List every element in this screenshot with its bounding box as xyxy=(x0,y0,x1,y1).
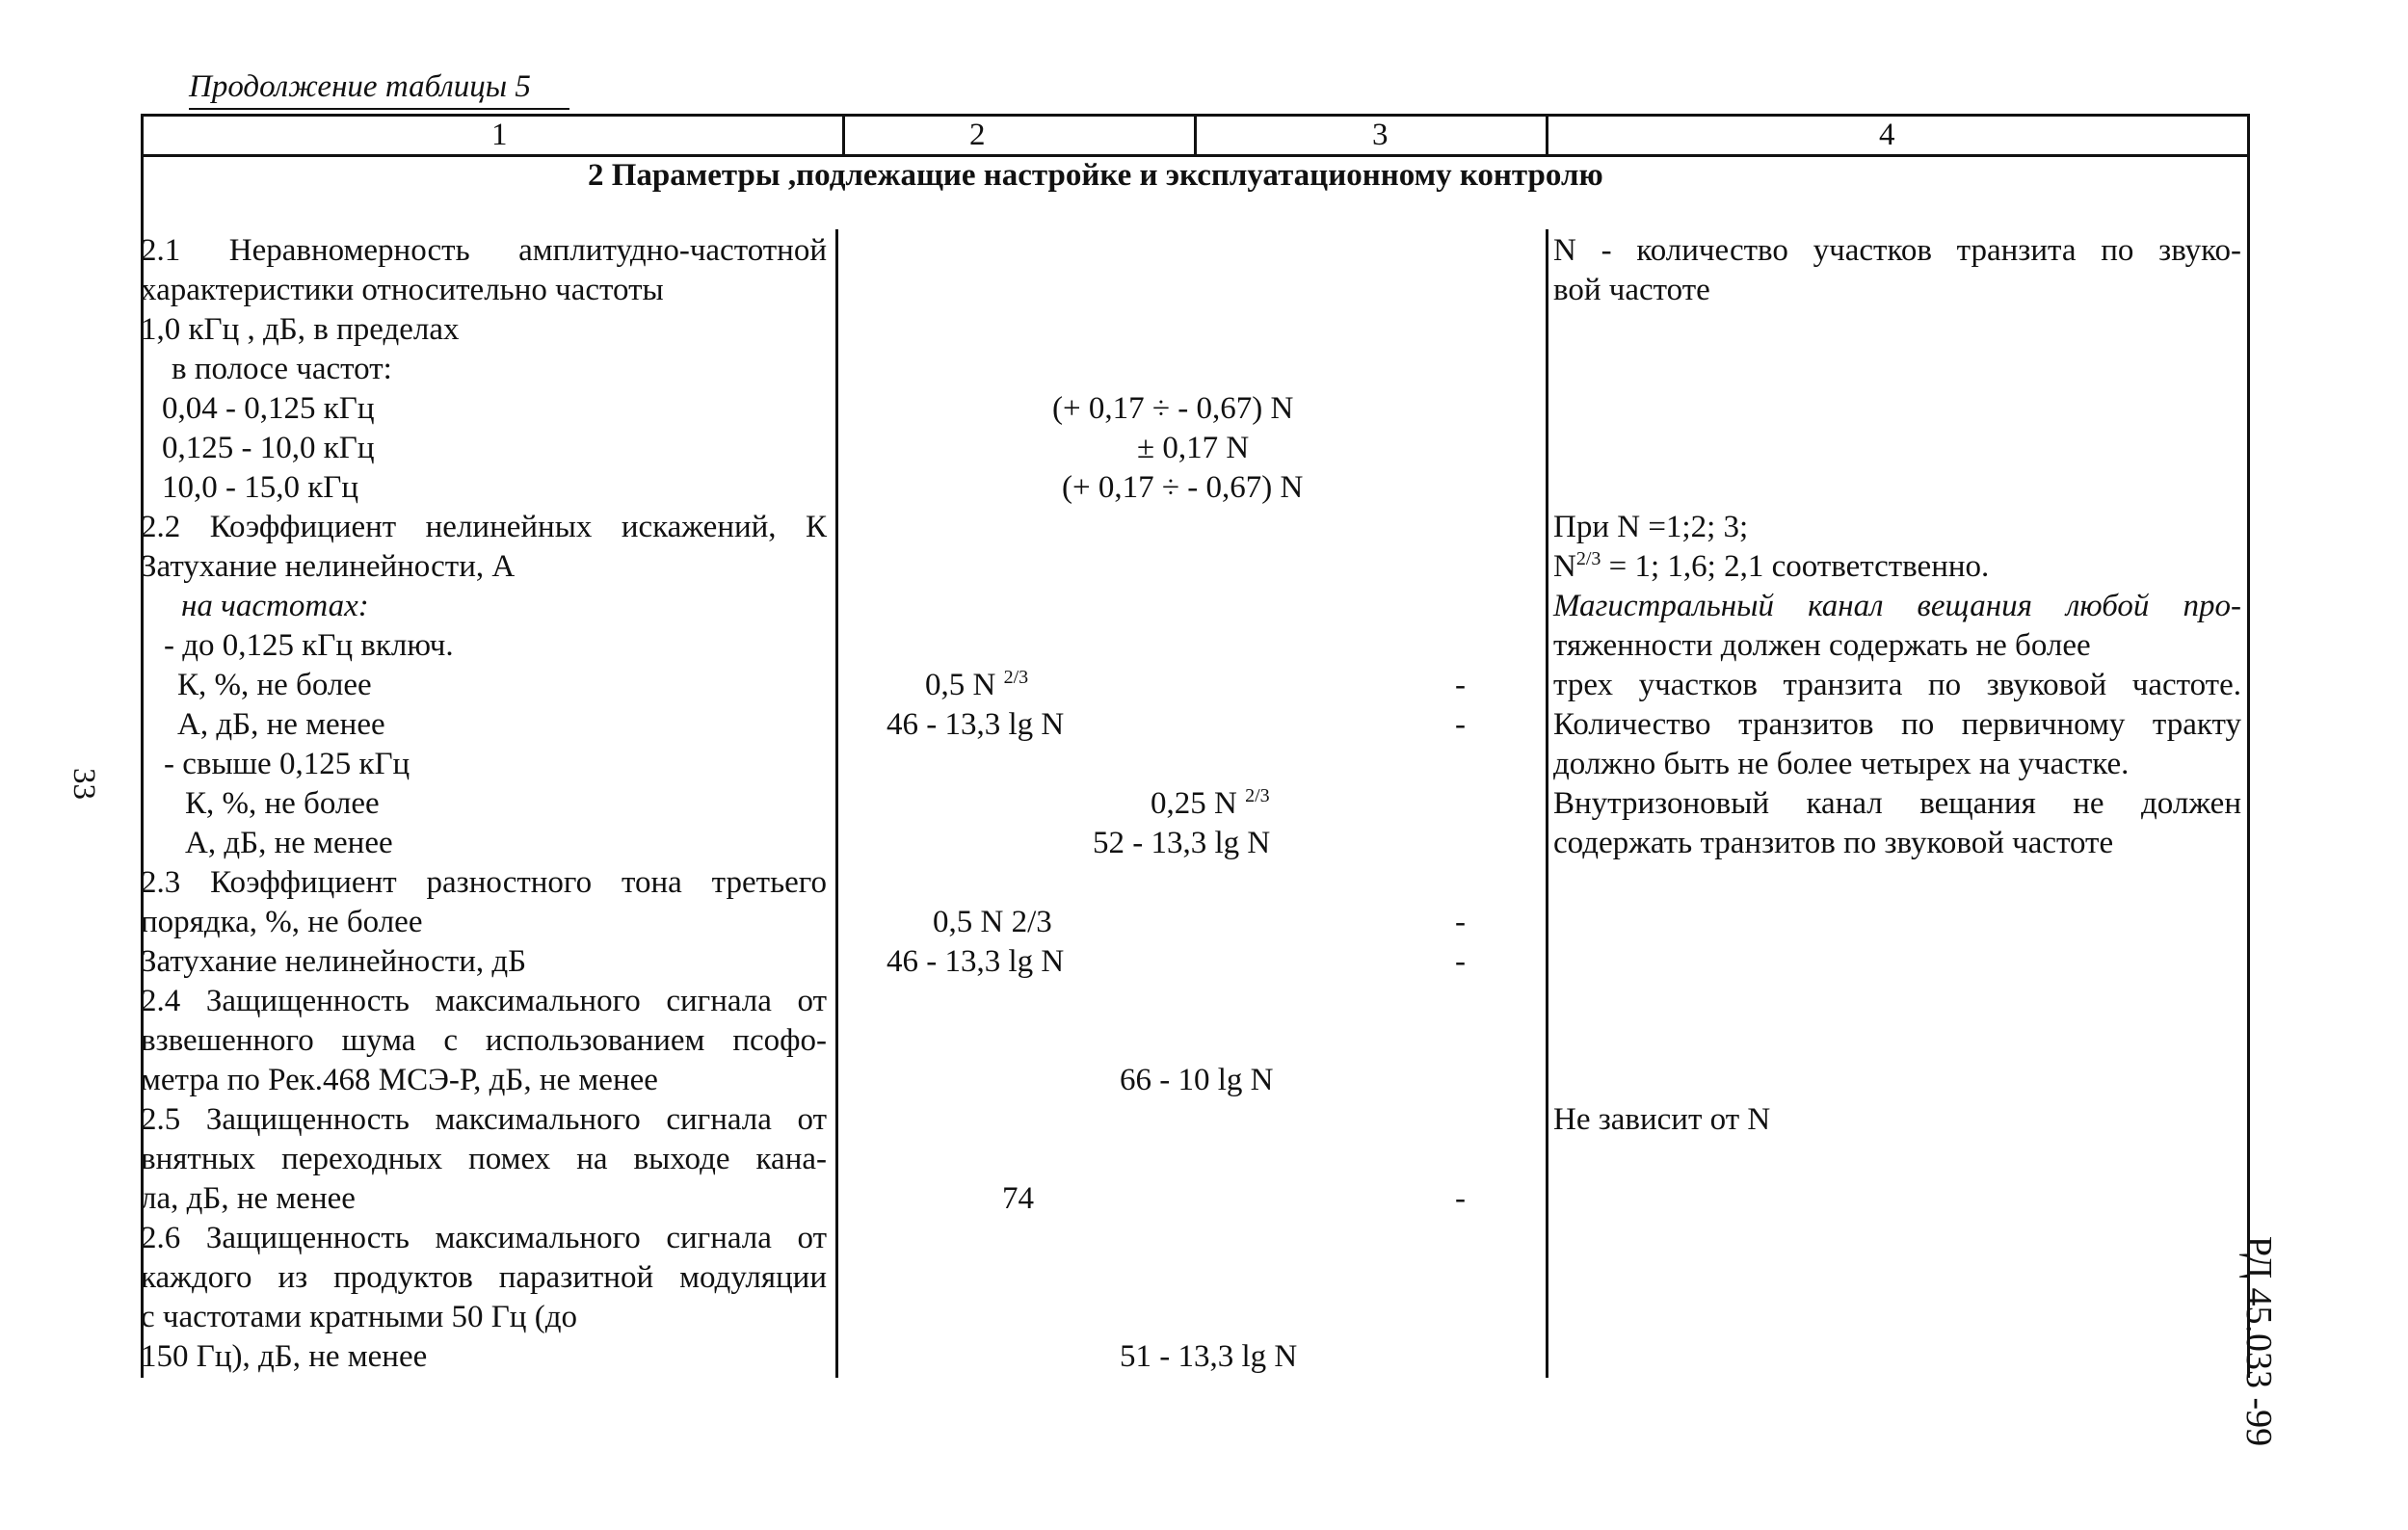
param-2-5-line-3: ла, дБ, не менее xyxy=(141,1181,356,1216)
param-2-2-line-9: А, дБ, не менее xyxy=(185,826,393,860)
dash-diff-tone: - xyxy=(1455,905,1466,939)
param-2-1-line-4: в полосе частот: xyxy=(172,352,392,386)
dash-k-low: - xyxy=(1455,668,1466,702)
header-col-1: 1 xyxy=(491,118,508,152)
note-n-values: При N =1;2; 3; xyxy=(1553,510,1749,544)
param-2-2-line-5: К, %, не более xyxy=(177,668,372,702)
dash-a-low: - xyxy=(1455,707,1466,742)
param-2-4-line-2: взвешенного шума с использованием псофо- xyxy=(141,1023,827,1058)
dash-crosstalk-protection: - xyxy=(1455,1181,1466,1216)
param-2-4-line-3: метра по Рек.468 МСЭ-Р, дБ, не менее xyxy=(141,1063,658,1097)
caption-underline xyxy=(189,108,569,110)
param-2-5-line-1: 2.5 Защищенность максимального сигнала от xyxy=(141,1102,827,1137)
param-2-3-line-1: 2.3 Коэффициент разностного тона третьего xyxy=(141,865,827,900)
band-2: 0,125 - 10,0 кГц xyxy=(162,431,375,465)
col-divider-2-3-header xyxy=(1194,114,1197,157)
param-2-5-line-2: внятных переходных помех на выходе кана- xyxy=(141,1142,827,1176)
note-trunk-line-2: тяженности должен содержать не более xyxy=(1553,628,2091,663)
value-afc-band-1: (+ 0,17 ÷ - 0,67) N xyxy=(1052,391,1294,426)
value-afc-band-2: ± 0,17 N xyxy=(1137,431,1250,465)
note-intrazone-line-1: Внутризоновый канал вещания не должен xyxy=(1553,786,2241,821)
col-divider-3-4-header xyxy=(1546,114,1548,157)
value-k-low: 0,5 N $^{2/3}$ xyxy=(925,667,1029,702)
header-col-3: 3 xyxy=(1372,118,1389,152)
param-2-2-line-7: - свыше 0,125 кГц xyxy=(164,747,410,781)
col-divider-3-4-body xyxy=(1546,229,1548,1378)
param-2-2-line-3: на частотах: xyxy=(181,589,369,623)
param-2-2-line-6: А, дБ, не менее xyxy=(177,707,385,742)
value-afc-band-3: (+ 0,17 ÷ - 0,67) N xyxy=(1062,470,1304,505)
header-col-4: 4 xyxy=(1879,118,1895,152)
param-2-4-line-1: 2.4 Защищенность максимального сигнала от xyxy=(141,984,827,1018)
band-3: 10,0 - 15,0 кГц xyxy=(162,470,359,505)
dash-nonlin-atten: - xyxy=(1455,944,1466,979)
param-2-2-line-8: К, %, не более xyxy=(185,786,380,821)
value-a-high: 52 - 13,3 lg N xyxy=(1093,826,1271,860)
value-modulation-protection: 51 - 13,3 lg N xyxy=(1120,1339,1298,1374)
note-trunk-line-4: Количество транзитов по первичному тракту xyxy=(1553,707,2241,742)
param-2-2-line-2: Затухание нелинейности, А xyxy=(141,549,516,584)
value-crosstalk-protection: 74 xyxy=(1002,1181,1034,1216)
value-noise-protection: 66 - 10 lg N xyxy=(1120,1063,1274,1097)
col-divider-1-2-body xyxy=(835,229,838,1378)
document-code: РД 45.033 -99 xyxy=(2238,1235,2280,1447)
param-2-2-line-1: 2.2 Коэффициент нелинейных искажений, К xyxy=(141,510,827,544)
param-2-3-line-2: порядка, %, не более xyxy=(141,905,423,939)
value-nonlin-atten: 46 - 13,3 lg N xyxy=(886,944,1065,979)
note-n-exponent: $N^{2/3} = 1$; 1,6; 2,1 соответственно. xyxy=(1553,548,1990,584)
header-col-2: 2 xyxy=(969,118,986,152)
band-1: 0,04 - 0,125 кГц xyxy=(162,391,375,426)
param-2-6-line-4: 150 Гц), дБ, не менее xyxy=(141,1339,428,1374)
param-2-3-line-3: Затухание нелинейности, дБ xyxy=(141,944,527,979)
param-2-6-line-3: с частотами кратными 50 Гц (до xyxy=(141,1300,577,1334)
value-a-low: 46 - 13,3 lg N xyxy=(886,707,1065,742)
col-divider-1-2-header xyxy=(842,114,845,157)
note-n-definition-line-2: вой частоте xyxy=(1553,273,1710,307)
note-n-definition-line-1: N - количество участков транзита по звуко- xyxy=(1553,233,2241,268)
param-2-1-line-3: 1,0 кГц , дБ, в пределах xyxy=(141,312,460,347)
note-trunk-line-5: должно быть не более четырех на участке. xyxy=(1553,747,2130,781)
table-caption: Продолжение таблицы 5 xyxy=(189,69,531,104)
page-number: 33 xyxy=(66,768,101,800)
table-right-border xyxy=(2247,114,2250,1378)
section-title: 2 Параметры ,подлежащие настройке и эксплуатационному контролю xyxy=(588,158,1603,193)
value-k-high: 0,25 N $^{2/3}$ xyxy=(1151,785,1270,821)
param-2-6-line-1: 2.6 Защищенность максимального сигнала от xyxy=(141,1221,827,1255)
param-2-1-line-1: 2.1 Неравномерность амплитудно-частотной xyxy=(141,233,827,268)
note-trunk-line-1: Магистральный канал вещания любой про- xyxy=(1553,589,2241,623)
note-trunk-line-3: трех участков транзита по звуковой частоте. xyxy=(1553,668,2241,702)
note-independent-of-n: Не зависит от N xyxy=(1553,1102,1771,1137)
param-2-6-line-2: каждого из продуктов паразитной модуляции xyxy=(141,1260,827,1295)
note-intrazone-line-2: содержать транзитов по звуковой частоте xyxy=(1553,826,2114,860)
param-2-2-line-4: - до 0,125 кГц включ. xyxy=(164,628,454,663)
param-2-1-line-2: характеристики относительно частоты xyxy=(141,273,664,307)
value-diff-tone: 0,5 N 2/3 xyxy=(933,905,1052,939)
